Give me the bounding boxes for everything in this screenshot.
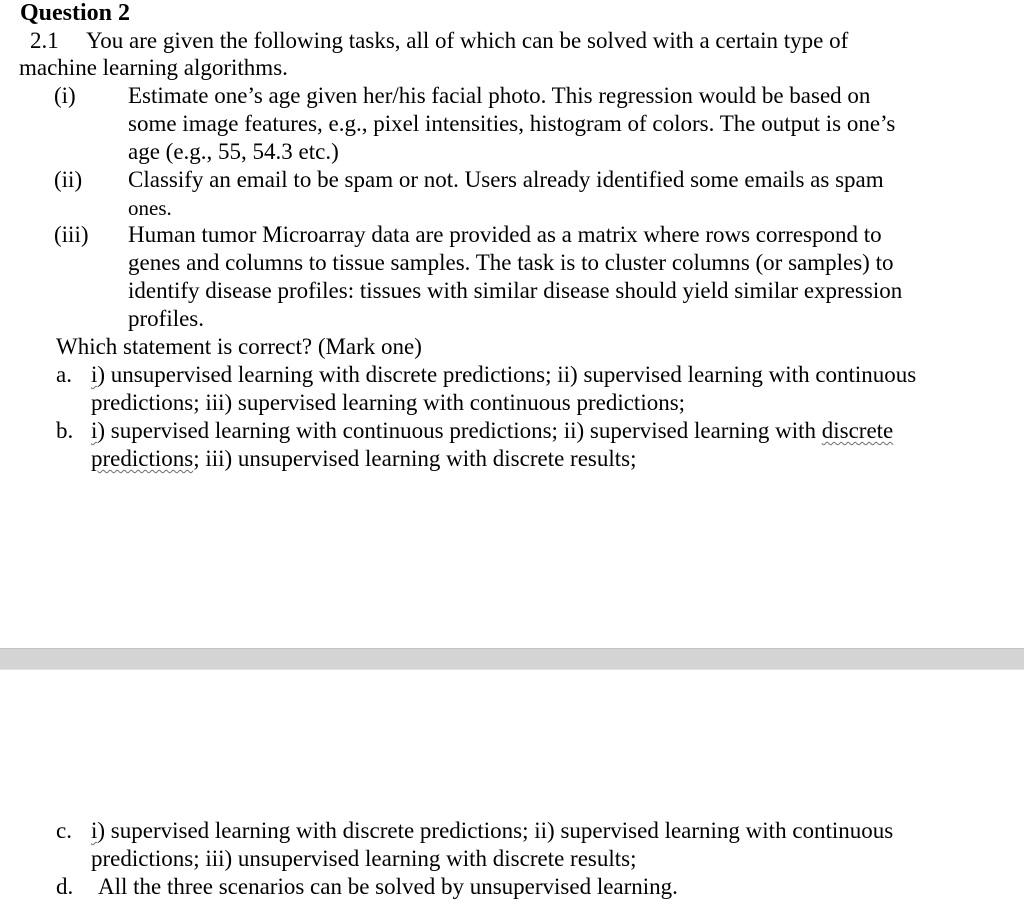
option-c-line-2: predictions; iii) unsupervised learning with discrete results;	[91, 846, 637, 871]
spell-flag: i	[91, 418, 98, 443]
spell-flag: i	[91, 362, 98, 387]
spell-flag: predictions	[91, 446, 194, 471]
task-iii-line-2: genes and columns to tissue samples. The task is to cluster columns (or samples) to	[128, 250, 894, 275]
question-intro-line-2: machine learning algorithms.	[19, 55, 288, 80]
page-break	[0, 648, 1024, 670]
task-ii-line-1: Classify an email to be spam or not. Users already identified some emails as spam	[128, 167, 884, 192]
option-c-letter: c.	[56, 818, 72, 843]
option-b-line-1: i) supervised learning with continuous predictions; ii) supervised learning with discrete	[91, 418, 894, 443]
option-d-letter: d.	[56, 874, 74, 899]
task-i-line-3: age (e.g., 55, 54.3 etc.)	[128, 139, 339, 164]
task-iii-line-1: Human tumor Microarray data are provided as a matrix where rows correspond to	[128, 222, 882, 247]
option-b-line-2: predictions; iii) unsupervised learning with discrete results;	[91, 446, 637, 471]
task-i-line-1: Estimate one’s age given her/his facial photo. This regression would be based on	[128, 83, 871, 108]
task-iii-line-3: identify disease profiles: tissues with similar disease should yield similar expression	[128, 278, 903, 303]
question-number: 2.1	[30, 28, 59, 53]
task-i-line-2: some image features, e.g., pixel intensities, histogram of colors. The output is one’s	[128, 111, 896, 136]
document-page-2	[0, 670, 1024, 912]
task-ii-line-2: ones.	[128, 196, 172, 220]
option-d-text: All the three scenarios can be solved by unsupervised learning.	[98, 874, 678, 899]
option-a-letter: a.	[56, 362, 72, 387]
task-iii-line-4: profiles.	[128, 306, 205, 331]
option-b-letter: b.	[56, 418, 74, 443]
option-a-line-1: i) unsupervised learning with discrete predictions; ii) supervised learning with continuous	[91, 362, 917, 387]
task-number-ii: (ii)	[54, 167, 83, 192]
question-intro-line-1: You are given the following tasks, all of which can be solved with a certain type of	[86, 28, 849, 53]
task-number-i: (i)	[54, 83, 76, 108]
option-a-line-2: predictions; iii) supervised learning with continuous predictions;	[91, 390, 686, 415]
spell-flag: discrete	[821, 418, 894, 443]
option-c-line-1: i) supervised learning with discrete predictions; ii) supervised learning with continuous	[91, 818, 894, 843]
spell-flag: i	[91, 818, 98, 843]
question-heading: Question 2	[20, 0, 131, 26]
task-number-iii: (iii)	[54, 222, 89, 247]
question-prompt: Which statement is correct? (Mark one)	[56, 334, 422, 359]
